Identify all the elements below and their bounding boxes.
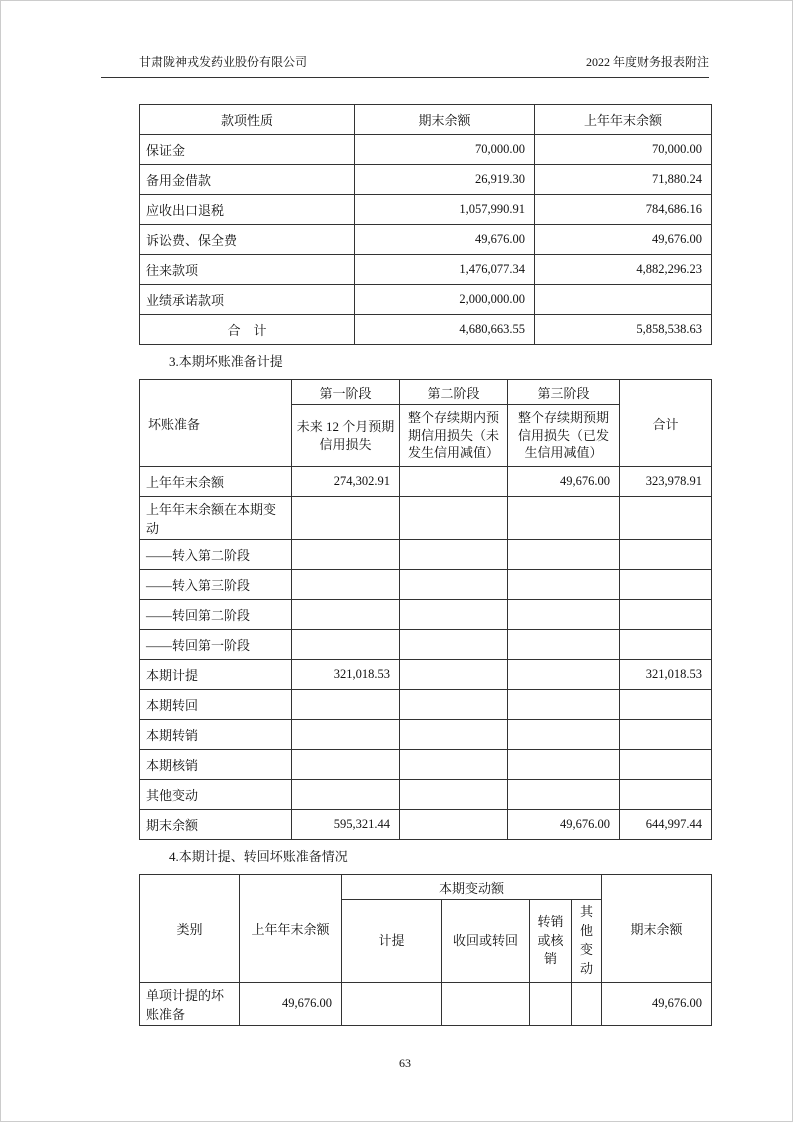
table-row xyxy=(140,690,712,720)
row-label: 其他变动 xyxy=(140,780,292,810)
cell-ending: 70,000.00 xyxy=(355,135,535,165)
stage1-value xyxy=(292,720,400,750)
prior-balance-value: 49,676.00 xyxy=(240,982,342,1025)
total-header: 合计 xyxy=(620,380,712,467)
corner-header: 坏账准备 xyxy=(140,380,292,467)
ending-balance-value: 49,676.00 xyxy=(602,982,712,1025)
table-row xyxy=(140,255,712,285)
table-row xyxy=(140,720,712,750)
table-header-row xyxy=(140,105,712,135)
section-3-title: 3.本期坏账准备计提 xyxy=(169,354,283,369)
total-value xyxy=(620,780,712,810)
ending-balance-header: 期末余额 xyxy=(602,875,712,982)
total-value xyxy=(620,600,712,630)
stage1-value xyxy=(292,497,400,540)
table-row xyxy=(140,810,712,840)
table-row xyxy=(140,600,712,630)
row-label: 本期转回 xyxy=(140,690,292,720)
total-value xyxy=(620,497,712,540)
stage2-value xyxy=(400,630,508,660)
page-header xyxy=(101,53,709,78)
table-row xyxy=(140,225,712,255)
cell-prior: 49,676.00 xyxy=(535,225,712,255)
row-label: 应收出口退税 xyxy=(140,195,355,225)
row-label: ——转入第二阶段 xyxy=(140,540,292,570)
total-value xyxy=(620,750,712,780)
receivables-nature-table xyxy=(139,104,712,345)
column-header-prior: 上年年末余额 xyxy=(535,105,712,135)
row-label: 往来款项 xyxy=(140,255,355,285)
stage3-value: 49,676.00 xyxy=(508,810,620,840)
row-label: 期末余额 xyxy=(140,810,292,840)
total-row xyxy=(140,315,712,345)
prior-balance-header: 上年年末余额 xyxy=(240,875,342,982)
provision-header: 计提 xyxy=(342,900,442,982)
row-label: ——转回第一阶段 xyxy=(140,630,292,660)
row-label: 上年年末余额 xyxy=(140,467,292,497)
total-value xyxy=(620,540,712,570)
table-row xyxy=(140,467,712,497)
table-row xyxy=(140,165,712,195)
stage2-value xyxy=(400,810,508,840)
table-row xyxy=(140,497,712,540)
recovered-header: 收回或转回 xyxy=(442,900,530,982)
row-label: 保证金 xyxy=(140,135,355,165)
stage3-value xyxy=(508,750,620,780)
stage3-value xyxy=(508,497,620,540)
row-label: 上年年末余额在本期变动 xyxy=(140,497,292,540)
other-change-header: 其他变动 xyxy=(572,900,602,982)
cell-ending: 1,476,077.34 xyxy=(355,255,535,285)
stage1-value xyxy=(292,570,400,600)
stage2-value xyxy=(400,497,508,540)
stage2-value xyxy=(400,570,508,600)
stage1-value xyxy=(292,600,400,630)
cell-prior: 70,000.00 xyxy=(535,135,712,165)
total-value: 644,997.44 xyxy=(620,810,712,840)
cell-ending: 26,919.30 xyxy=(355,165,535,195)
cell-ending: 2,000,000.00 xyxy=(355,285,535,315)
bad-debt-stages-table xyxy=(139,379,712,840)
cell-prior: 4,882,296.23 xyxy=(535,255,712,285)
stage1-value xyxy=(292,780,400,810)
stage3-value xyxy=(508,570,620,600)
table-header-row xyxy=(140,875,712,900)
row-label: 本期转销 xyxy=(140,720,292,750)
stage1-value: 274,302.91 xyxy=(292,467,400,497)
stage2-value xyxy=(400,690,508,720)
table-row xyxy=(140,630,712,660)
table-row xyxy=(140,780,712,810)
table-row xyxy=(140,195,712,225)
written-off-value xyxy=(530,982,572,1025)
company-name: 甘肃陇神戎发药业股份有限公司 xyxy=(139,55,308,69)
table-row xyxy=(140,750,712,780)
row-label: ——转入第三阶段 xyxy=(140,570,292,600)
category-header: 类别 xyxy=(140,875,240,982)
total-value: 323,978.91 xyxy=(620,467,712,497)
row-label: 单项计提的坏账准备 xyxy=(140,982,240,1025)
column-header-ending: 期末余额 xyxy=(355,105,535,135)
row-label: 本期计提 xyxy=(140,660,292,690)
stage2-description: 整个存续期内预期信用损失（未发生信用减值） xyxy=(400,405,508,467)
cell-ending: 49,676.00 xyxy=(355,225,535,255)
stage1-description: 未来 12 个月预期信用损失 xyxy=(292,405,400,467)
cell-prior xyxy=(535,285,712,315)
column-header-nature: 款项性质 xyxy=(140,105,355,135)
total-value xyxy=(620,690,712,720)
page-number: 63 xyxy=(399,1056,411,1070)
total-value: 321,018.53 xyxy=(620,660,712,690)
row-label: 备用金借款 xyxy=(140,165,355,195)
table-row xyxy=(140,570,712,600)
stage1-value xyxy=(292,540,400,570)
stage3-description: 整个存续期预期信用损失（已发生信用减值） xyxy=(508,405,620,467)
stage2-value xyxy=(400,780,508,810)
stage3-value xyxy=(508,600,620,630)
cell-prior: 5,858,538.63 xyxy=(535,315,712,345)
total-value xyxy=(620,630,712,660)
row-label: 业绩承诺款项 xyxy=(140,285,355,315)
table-row xyxy=(140,135,712,165)
period-change-group-header: 本期变动额 xyxy=(342,875,602,900)
stage2-value xyxy=(400,600,508,630)
row-label: 诉讼费、保全费 xyxy=(140,225,355,255)
cell-ending: 1,057,990.91 xyxy=(355,195,535,225)
provision-value xyxy=(342,982,442,1025)
stage3-value xyxy=(508,540,620,570)
stage1-value: 321,018.53 xyxy=(292,660,400,690)
row-label: 本期核销 xyxy=(140,750,292,780)
stage1-value xyxy=(292,750,400,780)
stage3-value xyxy=(508,720,620,750)
other-change-value xyxy=(572,982,602,1025)
table-row xyxy=(140,982,712,1025)
stage1-value: 595,321.44 xyxy=(292,810,400,840)
written-off-header: 转销或核销 xyxy=(530,900,572,982)
stage2-value xyxy=(400,750,508,780)
table-row xyxy=(140,285,712,315)
stage3-value xyxy=(508,780,620,810)
stage2-value xyxy=(400,540,508,570)
stage3-header: 第三阶段 xyxy=(508,380,620,405)
page-content xyxy=(101,104,709,1026)
total-label: 合 计 xyxy=(140,315,355,345)
table-row xyxy=(140,540,712,570)
total-value xyxy=(620,570,712,600)
stage1-value xyxy=(292,630,400,660)
stage2-value xyxy=(400,660,508,690)
cell-prior: 784,686.16 xyxy=(535,195,712,225)
provision-changes-table xyxy=(139,874,712,1025)
stage1-header: 第一阶段 xyxy=(292,380,400,405)
table-header-row xyxy=(140,380,712,405)
page-footer xyxy=(101,1056,709,1071)
cell-ending: 4,680,663.55 xyxy=(355,315,535,345)
stage3-value xyxy=(508,630,620,660)
stage2-header: 第二阶段 xyxy=(400,380,508,405)
stage3-value: 49,676.00 xyxy=(508,467,620,497)
table-row xyxy=(140,660,712,690)
stage1-value xyxy=(292,690,400,720)
recovered-value xyxy=(442,982,530,1025)
section-4-title: 4.本期计提、转回坏账准备情况 xyxy=(169,849,348,865)
stage2-value xyxy=(400,720,508,750)
stage2-value xyxy=(400,467,508,497)
report-title: 2022 年度财务报表附注 xyxy=(585,55,709,69)
cell-prior: 71,880.24 xyxy=(535,165,712,195)
stage3-value xyxy=(508,690,620,720)
stage3-value xyxy=(508,660,620,690)
total-value xyxy=(620,720,712,750)
row-label: ——转回第二阶段 xyxy=(140,600,292,630)
